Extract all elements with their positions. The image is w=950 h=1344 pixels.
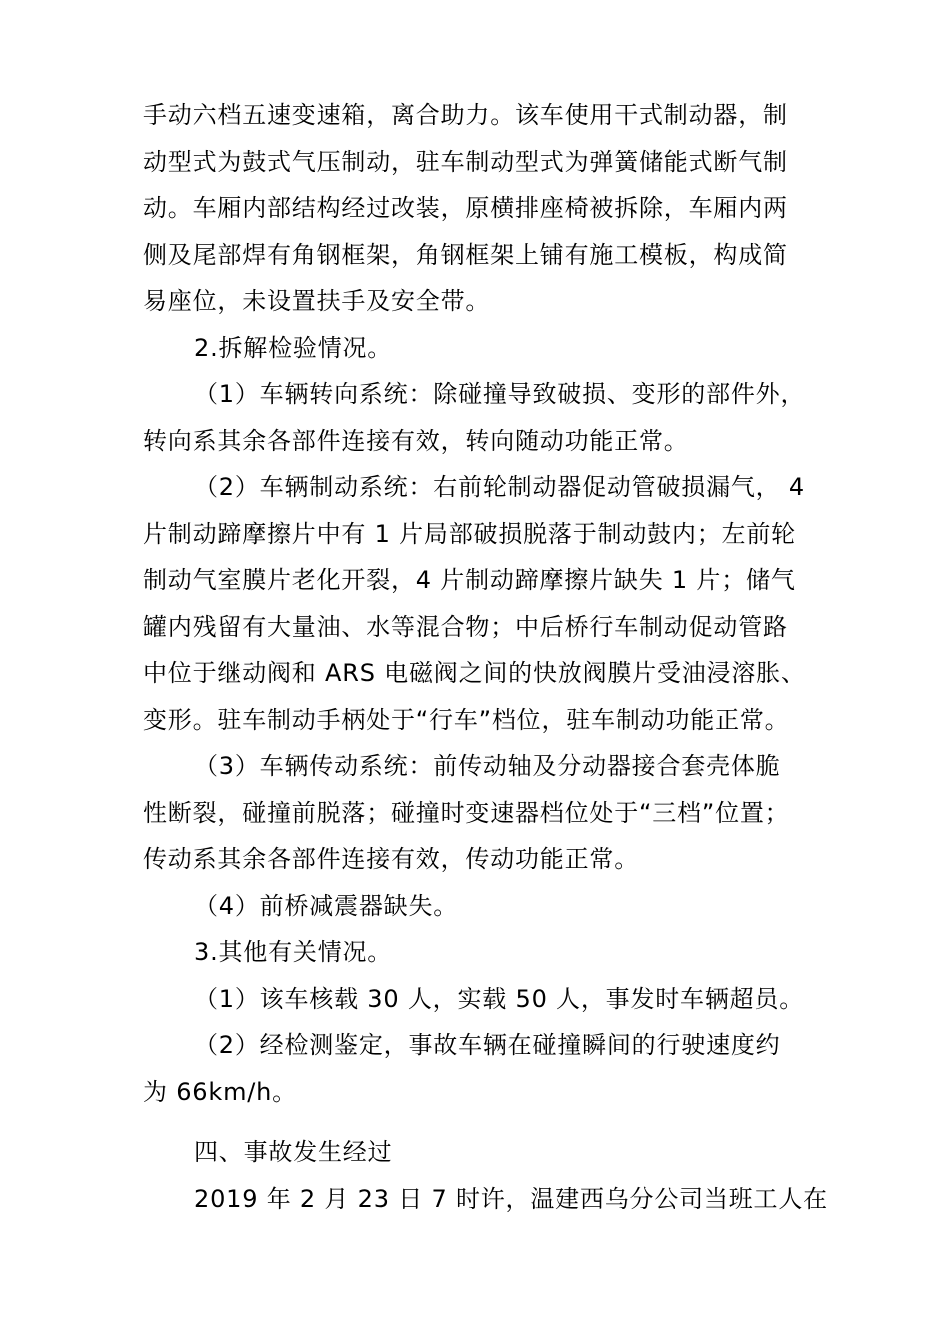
paragraph-line: 动。车厢内部结构经过改装，原横排座椅被拆除，车厢内两 — [143, 194, 788, 222]
paragraph-line: 转向系其余各部件连接有效，转向随动功能正常。 — [143, 426, 689, 455]
vehicle-capacity-paragraph: （1）该车核载 30 人，实载 50 人，事发时车辆超员。 — [194, 984, 805, 1013]
accident-process-paragraph: 2019 年 2 月 23 日 7 时许，温建西乌分公司当班工人在 — [194, 1184, 828, 1213]
paragraph-line: 中位于继动阀和 ARS 电磁阀之间的快放阀膜片受油浸溶胀、 — [143, 659, 806, 687]
paragraph-spacer — [143, 1115, 815, 1129]
paragraph-line: 传动系其余各部件连接有效，传动功能正常。 — [143, 845, 639, 873]
steering-system-paragraph: （1）车辆转向系统：除碰撞导致破损、变形的部件外， — [194, 380, 806, 408]
section-heading-disassembly-inspection: 2.拆解检验情况。 — [194, 333, 393, 362]
section-heading-other-information: 3.其他有关情况。 — [194, 938, 393, 966]
paragraph-line: 动型式为鼓式气压制动，驻车制动型式为弹簧储能式断气制 — [143, 147, 788, 176]
paragraph-line: 侧及尾部焊有角钢框架，角钢框架上铺有施工模板，构成简 — [143, 240, 788, 269]
transmission-system-paragraph: （3）车辆传动系统：前传动轴及分动器接合套壳体脆 — [194, 752, 781, 780]
vehicle-speed-paragraph: （2）经检测鉴定，事故车辆在碰撞瞬间的行驶速度约 — [194, 1031, 781, 1059]
paragraph-line: 易座位，未设置扶手及安全带。 — [143, 287, 491, 315]
document-body — [143, 92, 828, 1222]
paragraph-line: 为 66km/h。 — [143, 1077, 297, 1106]
paragraph-line: 片制动蹄摩擦片中有 1 片局部破损脱落于制动鼓内；左前轮 — [143, 519, 796, 548]
paragraph-line: 性断裂，碰撞前脱落；碰撞时变速器档位处于“三档”位置； — [143, 798, 790, 827]
section-heading-accident-process: 四、事故发生经过 — [194, 1138, 393, 1166]
front-axle-paragraph: （4）前桥减震器缺失。 — [194, 891, 459, 920]
paragraph-line: 变形。驻车制动手柄处于“行车”档位，驻车制动功能正常。 — [143, 705, 790, 734]
brake-system-paragraph: （2）车辆制动系统：右前轮制动器促动管破损漏气， 4 — [194, 473, 805, 501]
paragraph-line: 罐内残留有大量油、水等混合物；中后桥行车制动促动管路 — [143, 612, 788, 641]
paragraph-line: 制动气室膜片老化开裂，4 片制动蹄摩擦片缺失 1 片；储气 — [143, 566, 796, 594]
paragraph-line: 手动六档五速变速箱，离合助力。该车使用干式制动器，制 — [143, 101, 788, 129]
